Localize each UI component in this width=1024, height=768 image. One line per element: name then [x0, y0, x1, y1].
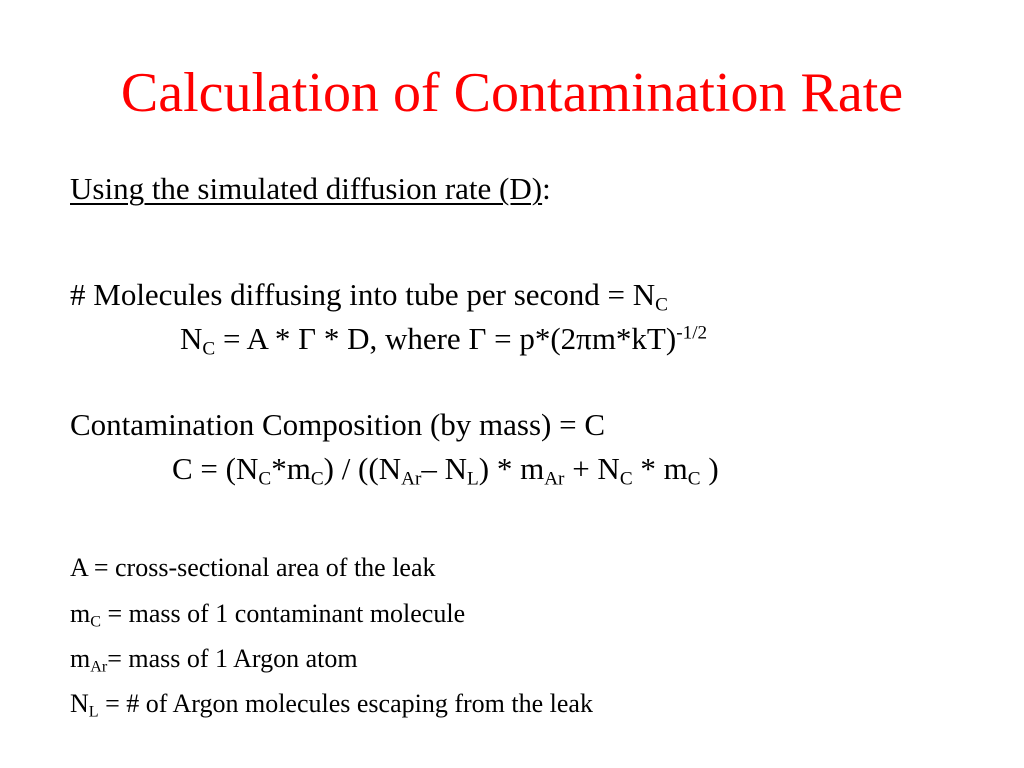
molecules-text: # Molecules diffusing into tube per second = N [70, 277, 656, 312]
def-text: = mass of 1 contaminant molecule [100, 599, 466, 628]
eq-part: + N [564, 451, 620, 486]
slide-title: Calculation of Contamination Rate [120, 62, 904, 124]
nc-symbol: N [180, 321, 203, 356]
composition-definition: Contamination Composition (by mass) = C [70, 407, 606, 442]
intro-line [70, 170, 551, 208]
nc-equation [180, 320, 707, 358]
nc-formula: = A * Γ * D, where Γ = p*(2πm*kT) [215, 321, 677, 356]
def-symbol: A [70, 553, 88, 582]
definition-mar [70, 643, 358, 675]
eq-subscript: L [467, 468, 479, 490]
eq-subscript: Ar [544, 468, 565, 490]
def-text: = cross-sectional area of the leak [87, 553, 436, 582]
eq-part: – N [421, 451, 468, 486]
def-subscript: Ar [90, 658, 108, 676]
intro-colon: : [542, 171, 551, 206]
eq-part: *m [271, 451, 311, 486]
def-symbol: m [70, 644, 91, 673]
eq-subscript: C [687, 468, 701, 490]
eq-part: C = (N [172, 451, 259, 486]
eq-part: ) [700, 451, 719, 486]
nc-exponent: -1/2 [676, 322, 708, 344]
def-text: = # of Argon molecules escaping from the leak [98, 689, 593, 718]
definition-mc [70, 598, 465, 630]
composition-equation [172, 450, 719, 488]
def-symbol: m [70, 599, 91, 628]
eq-part: * m [632, 451, 688, 486]
def-symbol: N [70, 689, 89, 718]
definition-area [70, 552, 436, 584]
eq-subscript: C [310, 468, 324, 490]
eq-part: ) / ((N [323, 451, 402, 486]
def-text: = mass of 1 Argon atom [107, 644, 358, 673]
molecules-definition [70, 276, 668, 314]
definition-nl [70, 688, 593, 720]
nc-subscript: C [202, 338, 216, 360]
eq-subscript: Ar [401, 468, 422, 490]
eq-subscript: C [258, 468, 272, 490]
molecules-subscript: C [655, 294, 668, 316]
def-subscript: L [88, 703, 99, 721]
eq-subscript: C [619, 468, 633, 490]
eq-part: ) * m [478, 451, 545, 486]
def-subscript: C [90, 613, 101, 631]
intro-underlined: Using the simulated diffusion rate (D) [70, 171, 543, 206]
